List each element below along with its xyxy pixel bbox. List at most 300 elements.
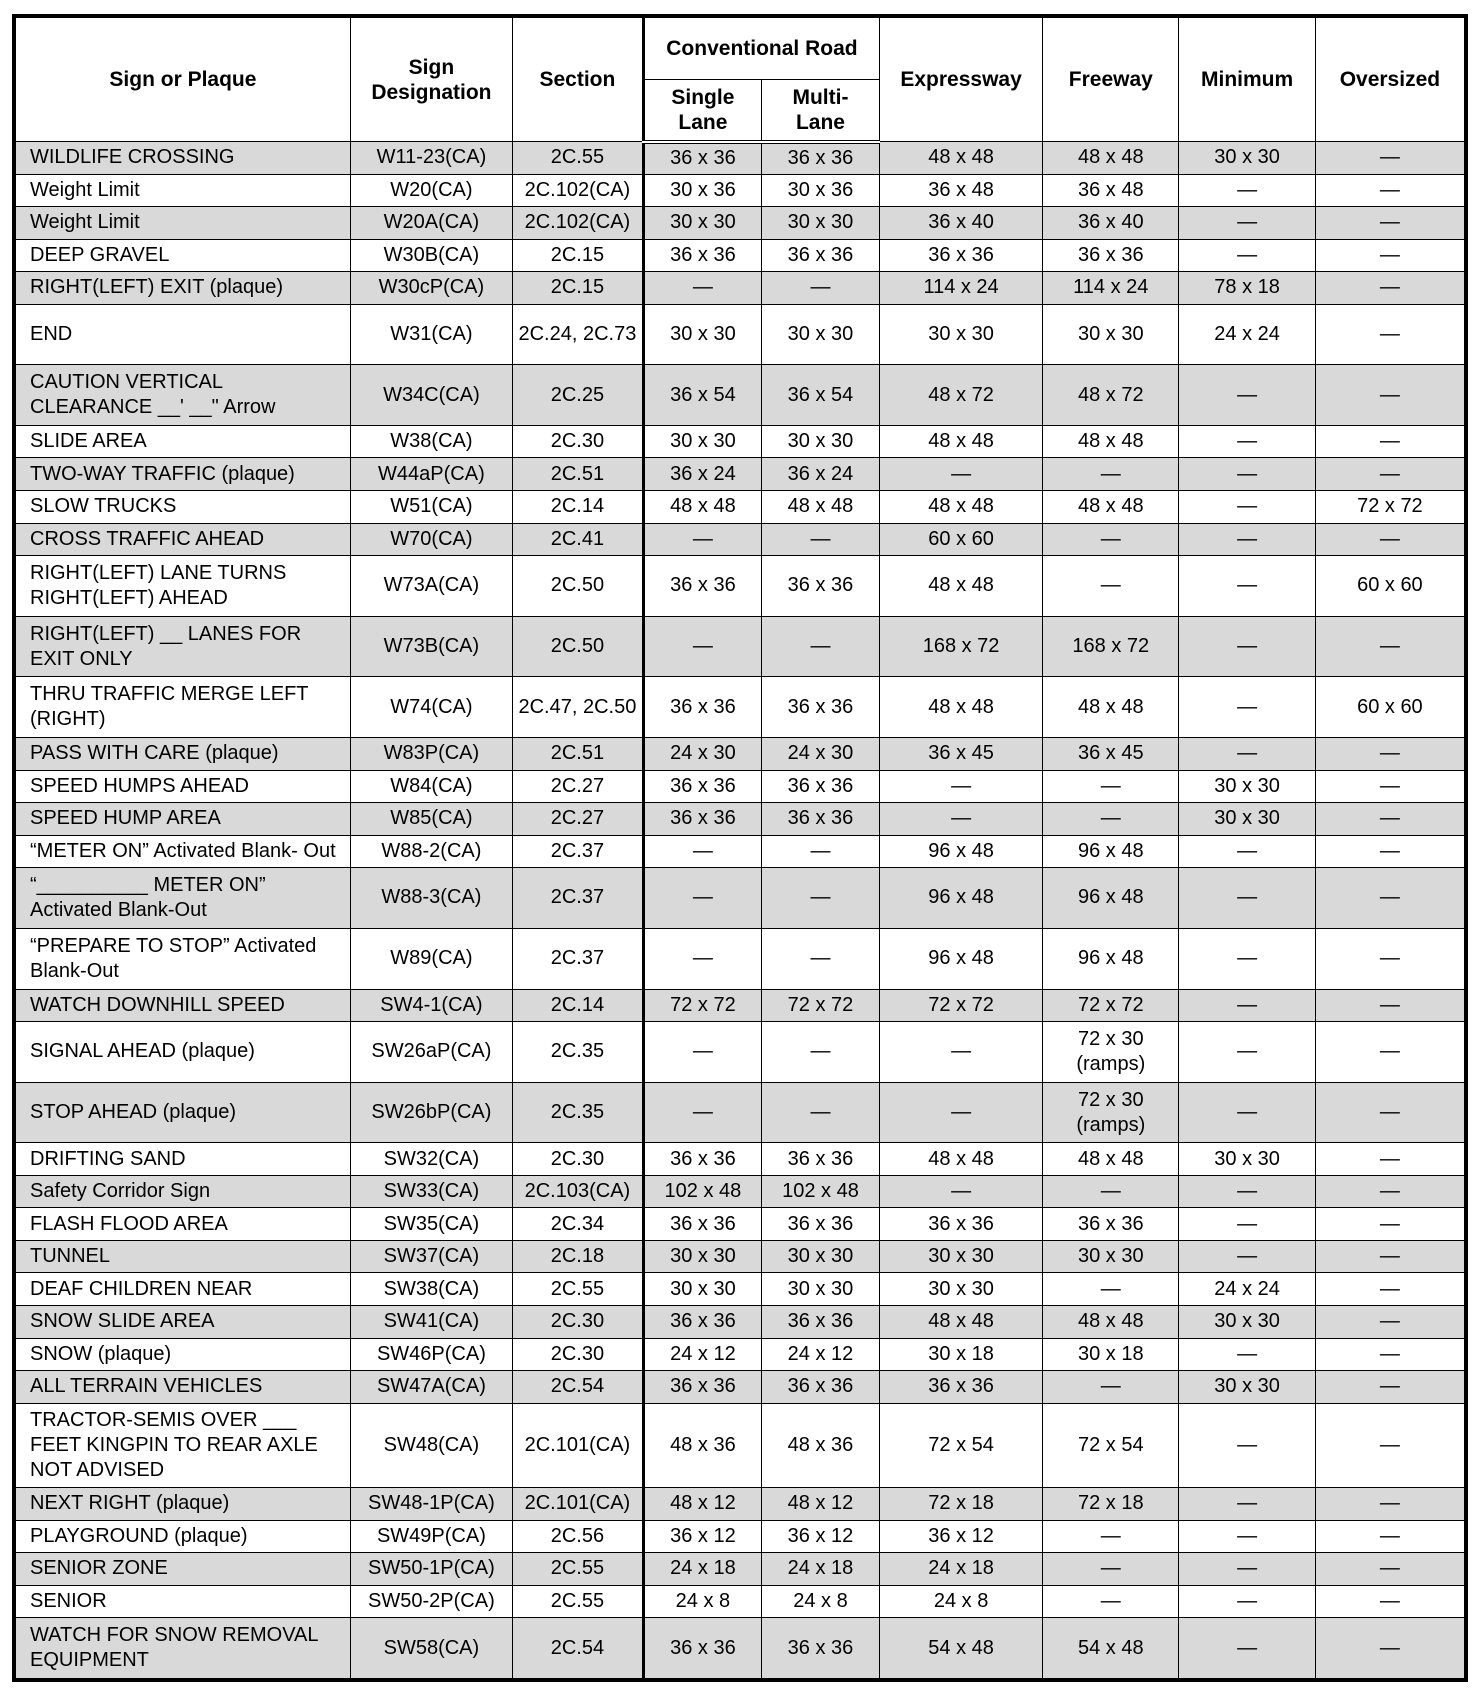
cell-single: 36 x 36 <box>643 239 761 272</box>
cell-minimum: — <box>1179 677 1315 738</box>
table-row <box>16 523 1465 556</box>
cell-minimum: — <box>1179 928 1315 989</box>
cell-single: 36 x 36 <box>643 142 761 175</box>
cell-freeway: 96 x 48 <box>1043 868 1179 929</box>
cell-expressway: 30 x 30 <box>880 1240 1043 1273</box>
table-row <box>16 1022 1465 1083</box>
header-conventional-road: Conventional Road <box>643 18 879 80</box>
cell-designation: W84(CA) <box>350 770 512 803</box>
cell-name: THRU TRAFFIC MERGE LEFT (RIGHT) <box>16 677 351 738</box>
cell-multi: 36 x 36 <box>761 803 879 836</box>
cell-section: 2C.101(CA) <box>512 1488 643 1521</box>
cell-oversized: — <box>1315 425 1464 458</box>
cell-freeway: — <box>1043 1175 1179 1208</box>
cell-oversized: 72 x 72 <box>1315 490 1464 523</box>
header-multi-lane: Multi- Lane <box>761 80 879 142</box>
cell-name: PASS WITH CARE (plaque) <box>16 738 351 771</box>
cell-section: 2C.50 <box>512 616 643 677</box>
cell-single: 36 x 54 <box>643 365 761 426</box>
cell-name: STOP AHEAD (plaque) <box>16 1082 351 1143</box>
cell-multi: 102 x 48 <box>761 1175 879 1208</box>
cell-designation: SW26bP(CA) <box>350 1082 512 1143</box>
table-row <box>16 272 1465 305</box>
cell-section: 2C.30 <box>512 1305 643 1338</box>
cell-oversized: — <box>1315 272 1464 305</box>
cell-designation: SW37(CA) <box>350 1240 512 1273</box>
cell-name: CROSS TRAFFIC AHEAD <box>16 523 351 556</box>
cell-expressway: — <box>880 458 1043 491</box>
cell-expressway: 36 x 36 <box>880 1371 1043 1404</box>
cell-multi: — <box>761 1022 879 1083</box>
cell-single: 102 x 48 <box>643 1175 761 1208</box>
cell-expressway: 36 x 36 <box>880 239 1043 272</box>
cell-oversized: — <box>1315 770 1464 803</box>
cell-minimum: — <box>1179 458 1315 491</box>
cell-oversized: 60 x 60 <box>1315 556 1464 617</box>
cell-expressway: 36 x 12 <box>880 1520 1043 1553</box>
cell-designation: W70(CA) <box>350 523 512 556</box>
cell-single: — <box>643 1082 761 1143</box>
cell-minimum: 30 x 30 <box>1179 1305 1315 1338</box>
cell-minimum: — <box>1179 1338 1315 1371</box>
cell-multi: 36 x 36 <box>761 556 879 617</box>
table-row <box>16 928 1465 989</box>
cell-section: 2C.37 <box>512 928 643 989</box>
table-row <box>16 1371 1465 1404</box>
cell-single: — <box>643 928 761 989</box>
cell-designation: W88-3(CA) <box>350 868 512 929</box>
cell-expressway: 72 x 18 <box>880 1488 1043 1521</box>
cell-multi: 30 x 30 <box>761 425 879 458</box>
cell-freeway: 48 x 72 <box>1043 365 1179 426</box>
table-row <box>16 239 1465 272</box>
cell-minimum: — <box>1179 1022 1315 1083</box>
cell-name: SENIOR ZONE <box>16 1553 351 1586</box>
cell-expressway: 72 x 54 <box>880 1403 1043 1488</box>
table-row <box>16 425 1465 458</box>
cell-freeway: 36 x 48 <box>1043 174 1179 207</box>
cell-freeway: — <box>1043 523 1179 556</box>
cell-oversized: — <box>1315 989 1464 1022</box>
cell-freeway: 72 x 30 (ramps) <box>1043 1022 1179 1083</box>
table-row <box>16 1273 1465 1306</box>
cell-expressway: — <box>880 1082 1043 1143</box>
cell-name: Weight Limit <box>16 207 351 240</box>
table-body <box>16 142 1465 1679</box>
cell-minimum: — <box>1179 1175 1315 1208</box>
table-row <box>16 1082 1465 1143</box>
cell-expressway: 60 x 60 <box>880 523 1043 556</box>
cell-expressway: 96 x 48 <box>880 928 1043 989</box>
cell-designation: SW58(CA) <box>350 1618 512 1679</box>
cell-oversized: — <box>1315 458 1464 491</box>
cell-oversized: — <box>1315 1305 1464 1338</box>
cell-oversized: — <box>1315 868 1464 929</box>
cell-name: “PREPARE TO STOP” Activated Blank-Out <box>16 928 351 989</box>
table-row <box>16 1585 1465 1618</box>
header-single-lane: Single Lane <box>643 80 761 142</box>
cell-section: 2C.30 <box>512 1143 643 1176</box>
cell-oversized: — <box>1315 1082 1464 1143</box>
cell-freeway: — <box>1043 458 1179 491</box>
cell-name: RIGHT(LEFT) __ LANES FOR EXIT ONLY <box>16 616 351 677</box>
cell-section: 2C.51 <box>512 458 643 491</box>
cell-multi: 36 x 36 <box>761 1371 879 1404</box>
cell-designation: SW48-1P(CA) <box>350 1488 512 1521</box>
cell-minimum: — <box>1179 490 1315 523</box>
cell-designation: SW50-1P(CA) <box>350 1553 512 1586</box>
cell-section: 2C.25 <box>512 365 643 426</box>
cell-single: — <box>643 868 761 929</box>
cell-single: 36 x 36 <box>643 1143 761 1176</box>
cell-freeway: — <box>1043 770 1179 803</box>
cell-minimum: — <box>1179 1403 1315 1488</box>
cell-name: SPEED HUMP AREA <box>16 803 351 836</box>
cell-oversized: — <box>1315 174 1464 207</box>
cell-multi: 48 x 48 <box>761 490 879 523</box>
cell-single: 30 x 30 <box>643 304 761 365</box>
cell-freeway: — <box>1043 1585 1179 1618</box>
cell-designation: SW49P(CA) <box>350 1520 512 1553</box>
table-row <box>16 207 1465 240</box>
cell-oversized: — <box>1315 928 1464 989</box>
cell-freeway: 72 x 54 <box>1043 1403 1179 1488</box>
cell-section: 2C.15 <box>512 272 643 305</box>
cell-multi: 24 x 12 <box>761 1338 879 1371</box>
cell-oversized: — <box>1315 1371 1464 1404</box>
cell-section: 2C.47, 2C.50 <box>512 677 643 738</box>
cell-expressway: 54 x 48 <box>880 1618 1043 1679</box>
cell-oversized: — <box>1315 1208 1464 1241</box>
cell-oversized: — <box>1315 1618 1464 1679</box>
cell-section: 2C.34 <box>512 1208 643 1241</box>
cell-freeway: — <box>1043 1553 1179 1586</box>
table-row <box>16 142 1465 175</box>
cell-multi: 36 x 12 <box>761 1520 879 1553</box>
cell-designation: SW35(CA) <box>350 1208 512 1241</box>
table-row <box>16 1208 1465 1241</box>
cell-minimum: — <box>1179 868 1315 929</box>
cell-designation: W20(CA) <box>350 174 512 207</box>
cell-minimum: — <box>1179 1488 1315 1521</box>
cell-freeway: — <box>1043 1520 1179 1553</box>
cell-name: CAUTION VERTICAL CLEARANCE __' __" Arrow <box>16 365 351 426</box>
cell-designation: SW26aP(CA) <box>350 1022 512 1083</box>
cell-multi: — <box>761 1082 879 1143</box>
cell-oversized: 60 x 60 <box>1315 677 1464 738</box>
cell-minimum: — <box>1179 616 1315 677</box>
table-row <box>16 490 1465 523</box>
cell-expressway: 96 x 48 <box>880 835 1043 868</box>
cell-single: 36 x 36 <box>643 1305 761 1338</box>
header-expressway: Expressway <box>880 18 1043 142</box>
cell-oversized: — <box>1315 616 1464 677</box>
cell-expressway: 48 x 72 <box>880 365 1043 426</box>
cell-expressway: 48 x 48 <box>880 142 1043 175</box>
cell-name: END <box>16 304 351 365</box>
cell-multi: 30 x 30 <box>761 207 879 240</box>
cell-freeway: — <box>1043 556 1179 617</box>
cell-freeway: 30 x 18 <box>1043 1338 1179 1371</box>
cell-minimum: — <box>1179 1520 1315 1553</box>
cell-oversized: — <box>1315 1273 1464 1306</box>
table-row <box>16 174 1465 207</box>
sign-size-table <box>15 17 1465 1679</box>
cell-section: 2C.55 <box>512 142 643 175</box>
header-sign-or-plaque: Sign or Plaque <box>16 18 351 142</box>
cell-designation: W73A(CA) <box>350 556 512 617</box>
cell-freeway: — <box>1043 803 1179 836</box>
cell-section: 2C.54 <box>512 1371 643 1404</box>
header-section: Section <box>512 18 643 142</box>
table-header <box>16 18 1465 142</box>
cell-expressway: 48 x 48 <box>880 677 1043 738</box>
cell-minimum: — <box>1179 1208 1315 1241</box>
cell-multi: — <box>761 928 879 989</box>
cell-oversized: — <box>1315 1488 1464 1521</box>
cell-expressway: 48 x 48 <box>880 1305 1043 1338</box>
cell-single: 36 x 36 <box>643 1208 761 1241</box>
cell-name: Safety Corridor Sign <box>16 1175 351 1208</box>
cell-name: TWO-WAY TRAFFIC (plaque) <box>16 458 351 491</box>
cell-single: 48 x 36 <box>643 1403 761 1488</box>
table-row <box>16 1338 1465 1371</box>
cell-freeway: 36 x 45 <box>1043 738 1179 771</box>
cell-section: 2C.14 <box>512 490 643 523</box>
cell-expressway: 36 x 40 <box>880 207 1043 240</box>
cell-section: 2C.102(CA) <box>512 174 643 207</box>
cell-expressway: 30 x 30 <box>880 304 1043 365</box>
cell-multi: 72 x 72 <box>761 989 879 1022</box>
cell-single: 30 x 30 <box>643 425 761 458</box>
cell-oversized: — <box>1315 1520 1464 1553</box>
cell-name: WATCH FOR SNOW REMOVAL EQUIPMENT <box>16 1618 351 1679</box>
cell-oversized: — <box>1315 738 1464 771</box>
cell-freeway: 36 x 36 <box>1043 239 1179 272</box>
cell-minimum: — <box>1179 207 1315 240</box>
cell-section: 2C.27 <box>512 803 643 836</box>
cell-multi: 30 x 30 <box>761 1273 879 1306</box>
cell-freeway: 30 x 30 <box>1043 304 1179 365</box>
cell-freeway: 168 x 72 <box>1043 616 1179 677</box>
cell-designation: W73B(CA) <box>350 616 512 677</box>
cell-section: 2C.30 <box>512 425 643 458</box>
cell-name: DRIFTING SAND <box>16 1143 351 1176</box>
cell-section: 2C.15 <box>512 239 643 272</box>
cell-designation: W85(CA) <box>350 803 512 836</box>
cell-section: 2C.103(CA) <box>512 1175 643 1208</box>
cell-minimum: — <box>1179 425 1315 458</box>
cell-designation: SW50-2P(CA) <box>350 1585 512 1618</box>
cell-freeway: 30 x 30 <box>1043 1240 1179 1273</box>
cell-section: 2C.55 <box>512 1273 643 1306</box>
cell-multi: 48 x 36 <box>761 1403 879 1488</box>
cell-designation: W38(CA) <box>350 425 512 458</box>
cell-name: ALL TERRAIN VEHICLES <box>16 1371 351 1404</box>
cell-name: PLAYGROUND (plaque) <box>16 1520 351 1553</box>
cell-section: 2C.56 <box>512 1520 643 1553</box>
cell-minimum: — <box>1179 1585 1315 1618</box>
cell-minimum: 30 x 30 <box>1179 770 1315 803</box>
cell-minimum: 30 x 30 <box>1179 1371 1315 1404</box>
table-row <box>16 835 1465 868</box>
cell-section: 2C.101(CA) <box>512 1403 643 1488</box>
table-row <box>16 616 1465 677</box>
cell-name: SENIOR <box>16 1585 351 1618</box>
header-sign-designation: Sign Designation <box>350 18 512 142</box>
table-row <box>16 1618 1465 1679</box>
cell-freeway: 48 x 48 <box>1043 1305 1179 1338</box>
table-row <box>16 1488 1465 1521</box>
table-row <box>16 868 1465 929</box>
cell-oversized: — <box>1315 523 1464 556</box>
cell-single: 48 x 48 <box>643 490 761 523</box>
table-row <box>16 304 1465 365</box>
cell-freeway: 72 x 72 <box>1043 989 1179 1022</box>
cell-minimum: — <box>1179 239 1315 272</box>
cell-expressway: 48 x 48 <box>880 490 1043 523</box>
table-row <box>16 1240 1465 1273</box>
cell-name: TRACTOR-SEMIS OVER ___ FEET KINGPIN TO REAR AXLE NOT ADVISED <box>16 1403 351 1488</box>
cell-designation: W30cP(CA) <box>350 272 512 305</box>
cell-single: 48 x 12 <box>643 1488 761 1521</box>
cell-designation: SW33(CA) <box>350 1175 512 1208</box>
cell-single: — <box>643 272 761 305</box>
cell-section: 2C.102(CA) <box>512 207 643 240</box>
cell-designation: W20A(CA) <box>350 207 512 240</box>
cell-section: 2C.24, 2C.73 <box>512 304 643 365</box>
cell-oversized: — <box>1315 365 1464 426</box>
cell-multi: 36 x 36 <box>761 1208 879 1241</box>
table-row <box>16 677 1465 738</box>
cell-oversized: — <box>1315 835 1464 868</box>
cell-multi: 36 x 36 <box>761 1143 879 1176</box>
cell-section: 2C.54 <box>512 1618 643 1679</box>
cell-single: 36 x 36 <box>643 556 761 617</box>
cell-multi: 36 x 24 <box>761 458 879 491</box>
table-row <box>16 803 1465 836</box>
cell-designation: W89(CA) <box>350 928 512 989</box>
cell-name: “__________ METER ON” Activated Blank-Out <box>16 868 351 929</box>
cell-multi: 36 x 36 <box>761 770 879 803</box>
cell-single: 24 x 18 <box>643 1553 761 1586</box>
cell-single: — <box>643 616 761 677</box>
cell-designation: W34C(CA) <box>350 365 512 426</box>
cell-expressway: 36 x 45 <box>880 738 1043 771</box>
cell-freeway: 72 x 18 <box>1043 1488 1179 1521</box>
table-row <box>16 738 1465 771</box>
table-row <box>16 365 1465 426</box>
cell-minimum: 78 x 18 <box>1179 272 1315 305</box>
cell-designation: W83P(CA) <box>350 738 512 771</box>
cell-section: 2C.55 <box>512 1585 643 1618</box>
cell-oversized: — <box>1315 803 1464 836</box>
cell-single: 24 x 12 <box>643 1338 761 1371</box>
cell-minimum: 30 x 30 <box>1179 803 1315 836</box>
cell-oversized: — <box>1315 1175 1464 1208</box>
cell-single: — <box>643 835 761 868</box>
cell-expressway: 96 x 48 <box>880 868 1043 929</box>
cell-minimum: — <box>1179 989 1315 1022</box>
cell-freeway: 48 x 48 <box>1043 142 1179 175</box>
cell-multi: 36 x 36 <box>761 142 879 175</box>
cell-designation: SW47A(CA) <box>350 1371 512 1404</box>
cell-single: 30 x 30 <box>643 1240 761 1273</box>
cell-multi: 48 x 12 <box>761 1488 879 1521</box>
cell-freeway: 54 x 48 <box>1043 1618 1179 1679</box>
cell-expressway: 36 x 36 <box>880 1208 1043 1241</box>
cell-multi: — <box>761 272 879 305</box>
cell-section: 2C.55 <box>512 1553 643 1586</box>
cell-section: 2C.37 <box>512 835 643 868</box>
cell-name: SLIDE AREA <box>16 425 351 458</box>
cell-name: SPEED HUMPS AHEAD <box>16 770 351 803</box>
cell-freeway: — <box>1043 1371 1179 1404</box>
cell-minimum: — <box>1179 1082 1315 1143</box>
cell-section: 2C.35 <box>512 1022 643 1083</box>
cell-single: 24 x 30 <box>643 738 761 771</box>
cell-freeway: 48 x 48 <box>1043 425 1179 458</box>
cell-minimum: — <box>1179 835 1315 868</box>
cell-freeway: 114 x 24 <box>1043 272 1179 305</box>
cell-designation: W51(CA) <box>350 490 512 523</box>
cell-designation: SW4-1(CA) <box>350 989 512 1022</box>
cell-section: 2C.50 <box>512 556 643 617</box>
sign-size-table-frame <box>12 14 1468 1682</box>
cell-multi: — <box>761 868 879 929</box>
cell-expressway: 48 x 48 <box>880 425 1043 458</box>
cell-oversized: — <box>1315 1553 1464 1586</box>
cell-designation: SW32(CA) <box>350 1143 512 1176</box>
cell-single: — <box>643 523 761 556</box>
cell-multi: — <box>761 523 879 556</box>
cell-minimum: — <box>1179 174 1315 207</box>
cell-single: 30 x 30 <box>643 1273 761 1306</box>
cell-name: SNOW (plaque) <box>16 1338 351 1371</box>
cell-freeway: 72 x 30 (ramps) <box>1043 1082 1179 1143</box>
cell-expressway: 114 x 24 <box>880 272 1043 305</box>
cell-name: SNOW SLIDE AREA <box>16 1305 351 1338</box>
cell-expressway: 30 x 30 <box>880 1273 1043 1306</box>
cell-expressway: — <box>880 803 1043 836</box>
cell-section: 2C.14 <box>512 989 643 1022</box>
cell-name: FLASH FLOOD AREA <box>16 1208 351 1241</box>
header-freeway: Freeway <box>1043 18 1179 142</box>
cell-minimum: — <box>1179 738 1315 771</box>
cell-single: 30 x 30 <box>643 207 761 240</box>
cell-freeway: 96 x 48 <box>1043 928 1179 989</box>
table-row <box>16 458 1465 491</box>
cell-designation: SW48(CA) <box>350 1403 512 1488</box>
cell-multi: 30 x 30 <box>761 304 879 365</box>
cell-name: SLOW TRUCKS <box>16 490 351 523</box>
cell-expressway: 36 x 48 <box>880 174 1043 207</box>
cell-section: 2C.35 <box>512 1082 643 1143</box>
cell-multi: 30 x 36 <box>761 174 879 207</box>
cell-freeway: 48 x 48 <box>1043 1143 1179 1176</box>
cell-multi: 24 x 30 <box>761 738 879 771</box>
cell-expressway: 30 x 18 <box>880 1338 1043 1371</box>
cell-freeway: 48 x 48 <box>1043 677 1179 738</box>
cell-name: TUNNEL <box>16 1240 351 1273</box>
cell-oversized: — <box>1315 239 1464 272</box>
cell-section: 2C.30 <box>512 1338 643 1371</box>
cell-minimum: 30 x 30 <box>1179 142 1315 175</box>
cell-name: Weight Limit <box>16 174 351 207</box>
cell-minimum: 30 x 30 <box>1179 1143 1315 1176</box>
table-row <box>16 770 1465 803</box>
cell-designation: SW46P(CA) <box>350 1338 512 1371</box>
